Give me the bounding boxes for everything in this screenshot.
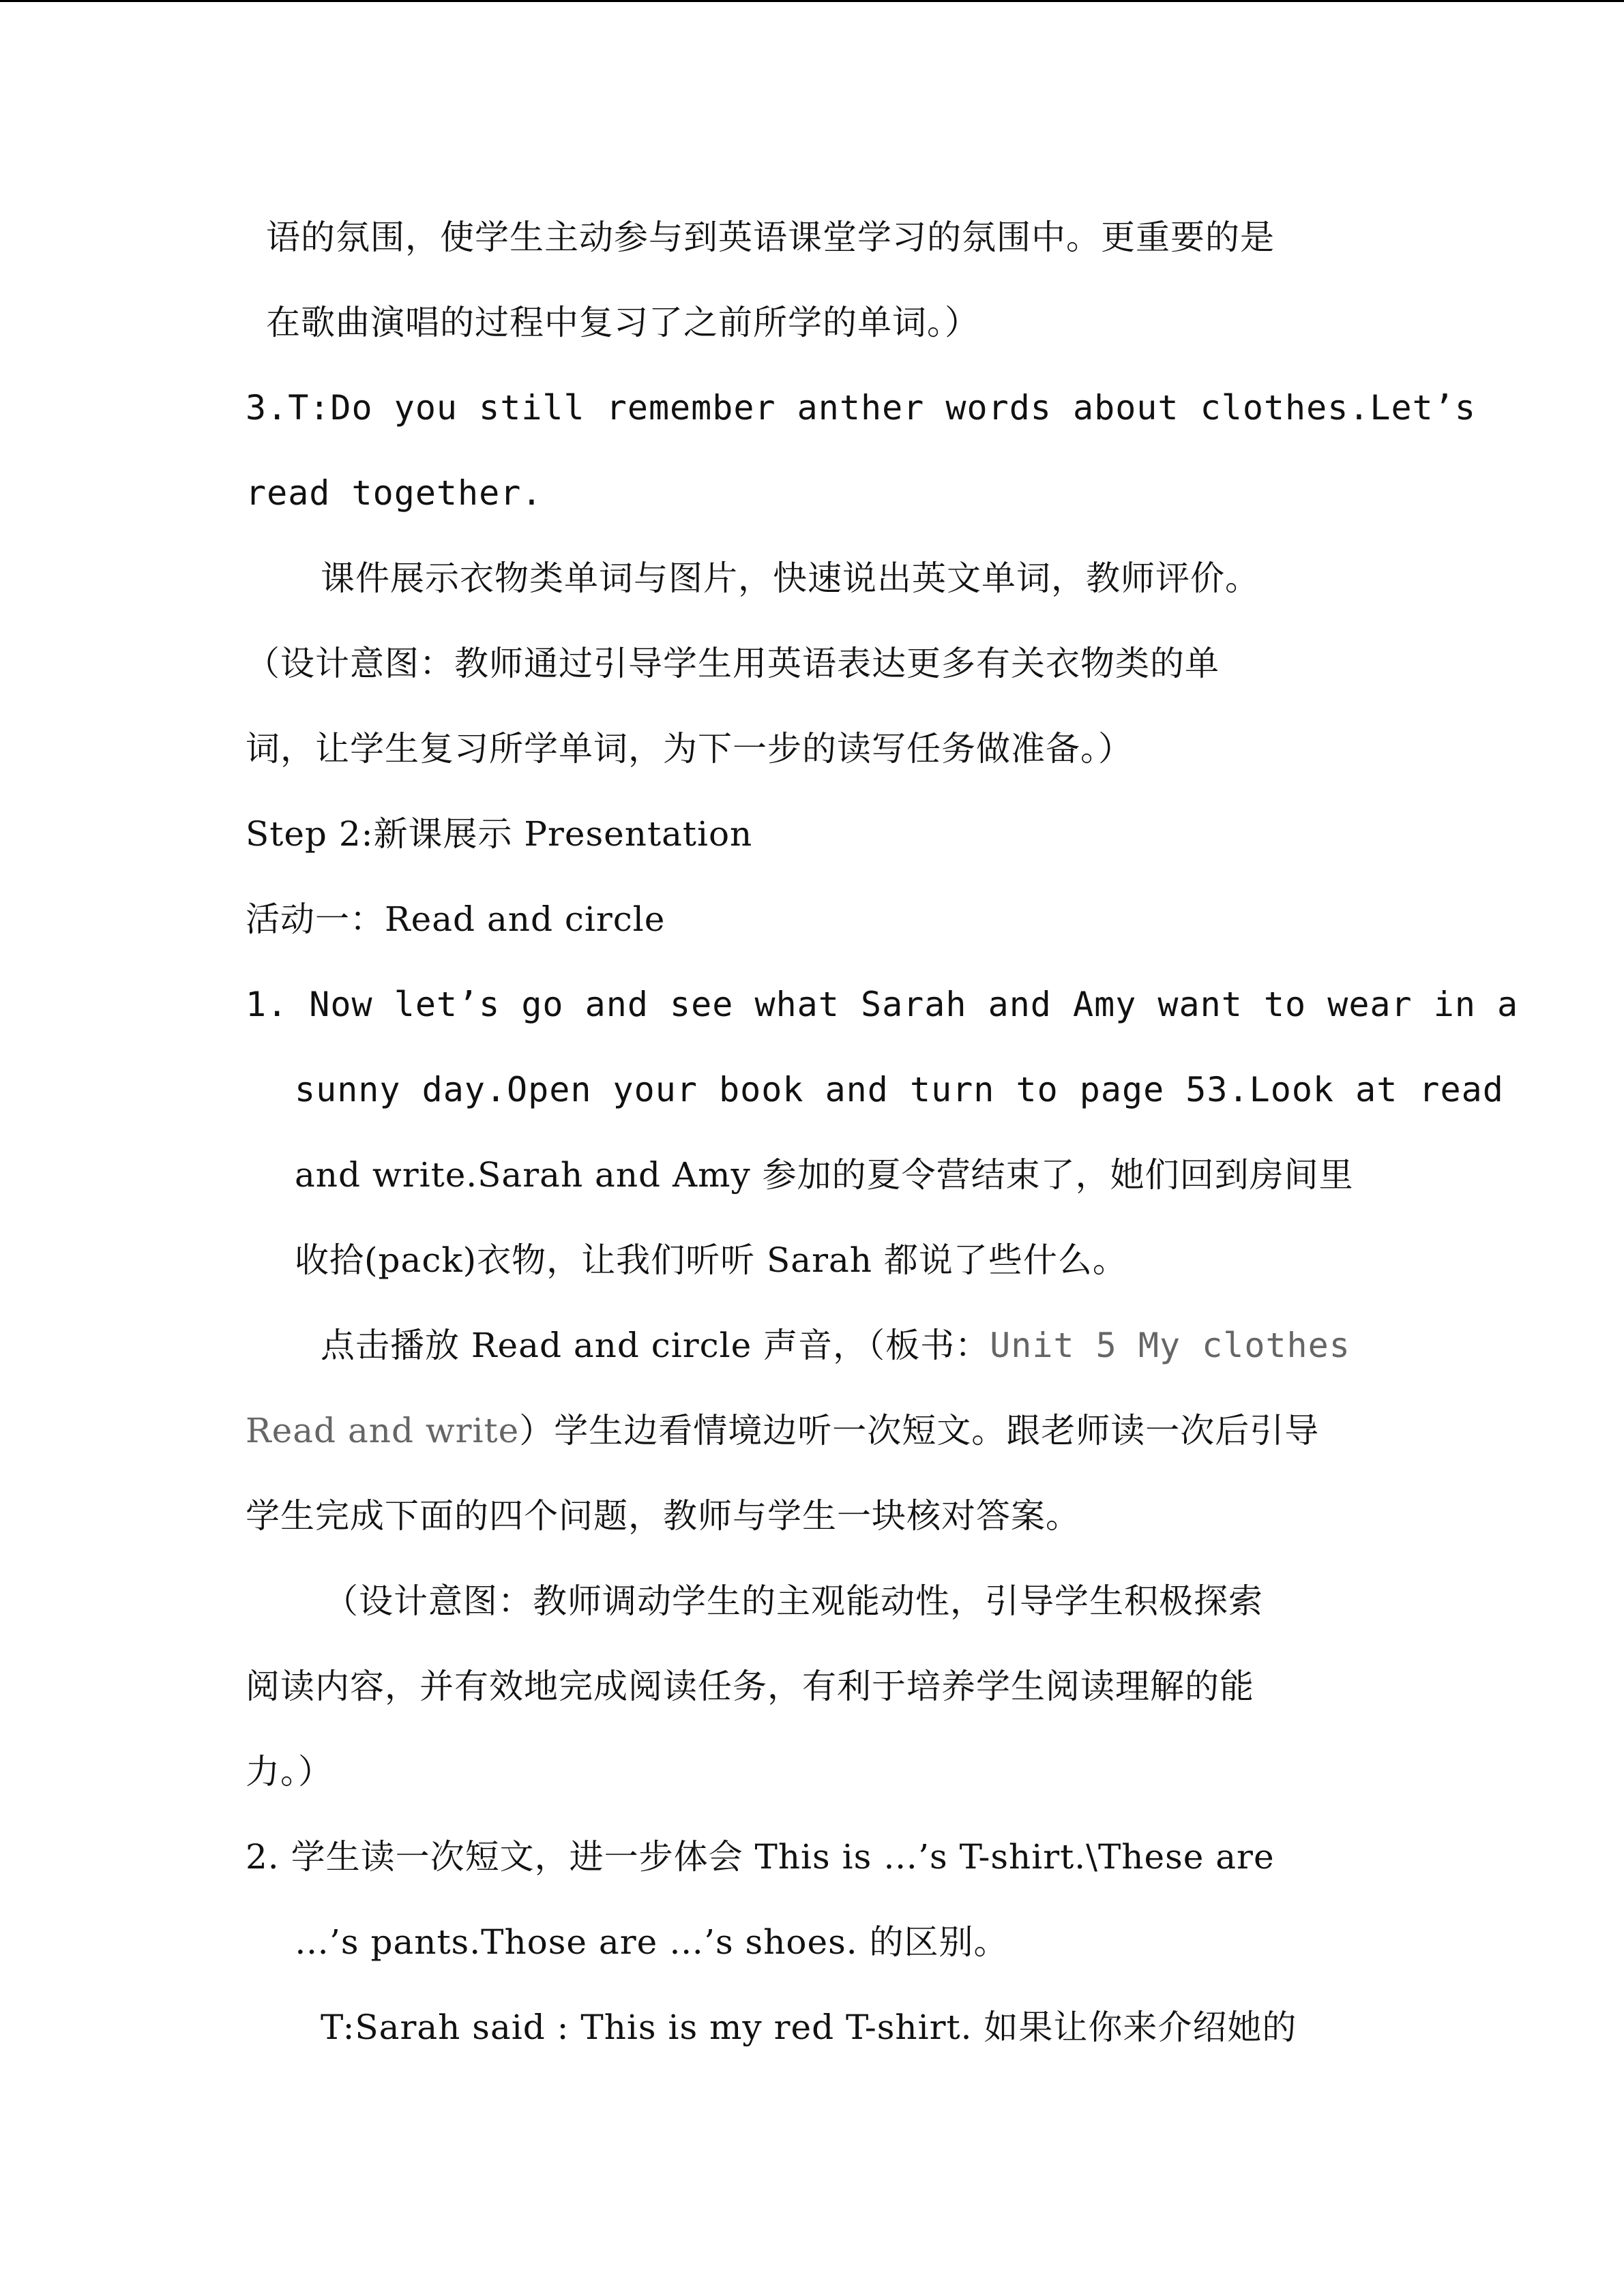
text-line-4: read together. (246, 473, 543, 513)
text-line-3: 3.T:Do you still remember anther words about clothes.Let’s (246, 388, 1476, 428)
board-title-unit: Unit 5 My clothes (990, 1326, 1350, 1365)
text-line-15 (246, 1410, 1319, 1451)
text-line-10: 1. Now let’s go and see what Sarah and Amy want to wear in a (246, 985, 1519, 1024)
text-line-7: 词，让学生复习所学单词，为下一步的读写任务做准备。） (246, 729, 1133, 769)
text-line-20: 2. 学生读一次短文，进一步体会 This is …’s T-shirt.\These are (246, 1837, 1275, 1877)
text-line-16: 学生完成下面的四个问题，教师与学生一块核对答案。 (246, 1496, 1080, 1536)
board-title-section: Read and write (246, 1411, 520, 1450)
text-line-6: （设计意图：教师通过引导学生用英语表达更多有关衣物类的单 (246, 644, 1220, 683)
text-line-13: 收拾(pack)衣物，让我们听听 Sarah 都说了些什么。 (295, 1240, 1127, 1280)
text-line-22: T:Sarah said : This is my red T-shirt. 如果让你来介绍她的 (321, 2008, 1297, 2047)
section-heading-step-2: Step 2:新课展示 Presentation (246, 814, 753, 854)
text-line-14 (321, 1325, 1350, 1366)
text-line-1: 语的氛围，使学生主动参与到英语课堂学习的氛围中。更重要的是 (266, 218, 1275, 257)
text-line-12: and write.Sarah and Amy 参加的夏令营结束了，她们回到房间里 (295, 1155, 1354, 1195)
activity-heading: 活动一：Read and circle (246, 899, 666, 939)
text-line-11: sunny day.Open your book and turn to page 53.Look at read (295, 1070, 1504, 1109)
text-line-21: …’s pants.Those are …’s shoes. 的区别。 (295, 1922, 1009, 1962)
text-line-14-main: 点击播放 Read and circle 声音，（板书： (321, 1326, 990, 1365)
text-line-2: 在歌曲演唱的过程中复习了之前所学的单词。） (266, 303, 979, 342)
text-line-18: 阅读内容，并有效地完成阅读任务，有利于培养学生阅读理解的能 (246, 1667, 1254, 1706)
text-line-17: （设计意图：教师调动学生的主观能动性，引导学生积极探索 (324, 1581, 1263, 1621)
text-line-15-main: ）学生边看情境边听一次短文。跟老师读一次后引导 (519, 1411, 1320, 1450)
text-line-19: 力。） (246, 1752, 333, 1791)
text-line-5: 课件展示衣物类单词与图片，快速说出英文单词，教师评价。 (321, 558, 1260, 598)
